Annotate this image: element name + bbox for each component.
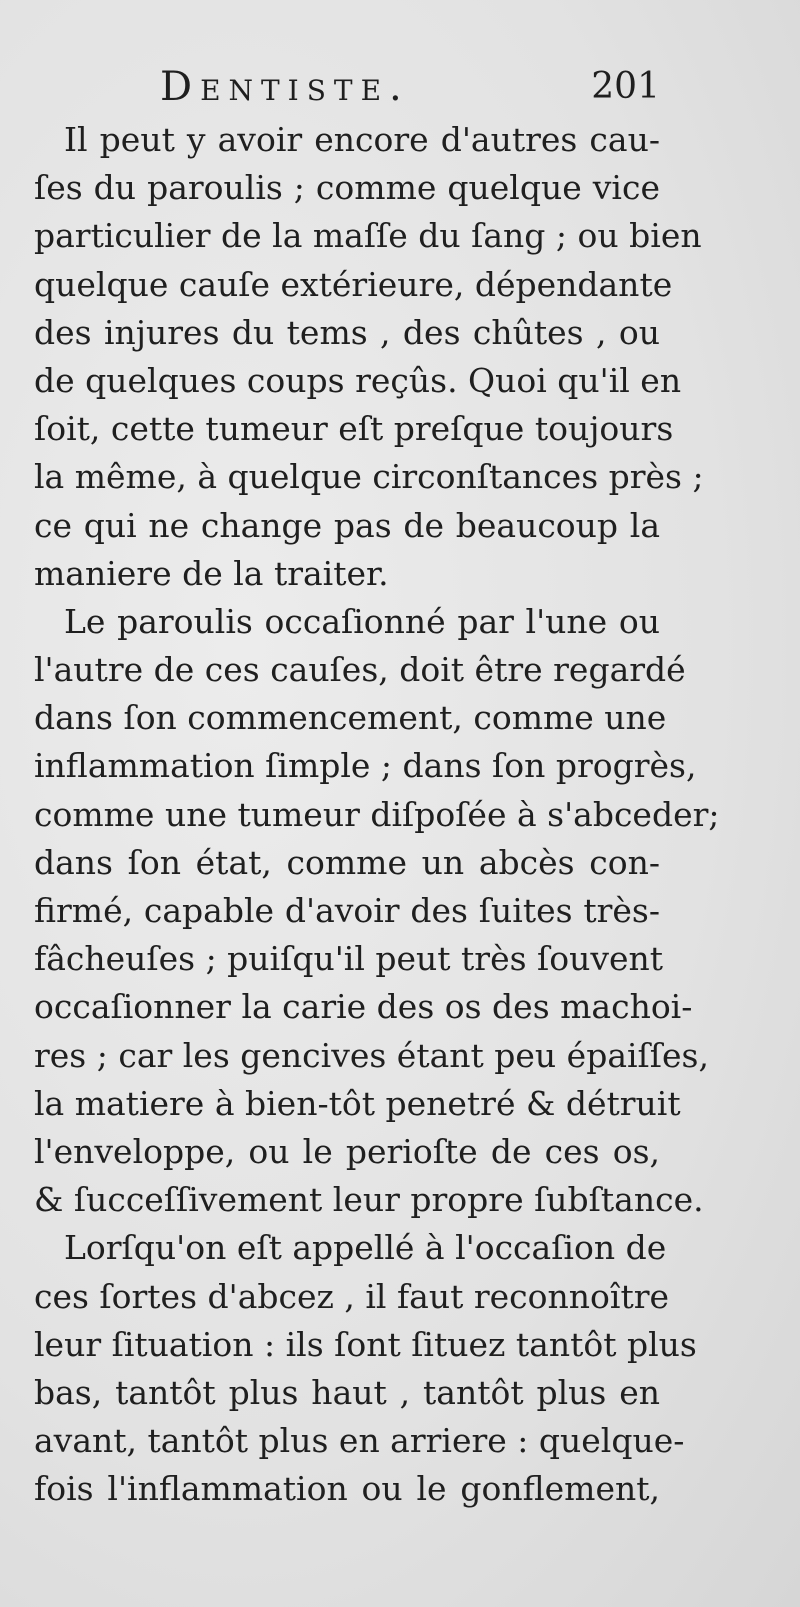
text-line: dans ſon état, comme un abcès con- [34, 842, 660, 882]
text-line: res ; car les gencives étant peu épaiſſes, [34, 1035, 709, 1075]
text-line: des injures du tems , des chûtes , ou [34, 312, 660, 352]
text-line: l'autre de ces cauſes, doit être regardé [34, 650, 686, 690]
text-line: Il peut y avoir encore d'autres cau- [64, 120, 660, 159]
text-line: ſes du paroulis ; comme quelque vice [34, 168, 660, 208]
text-line: quelque cauſe extérieure, dépendante [34, 264, 673, 304]
text-line: Lorſqu'on eſt appellé à l'occaſion de [64, 1228, 667, 1268]
text-line: & ſucceſſivement leur propre ſubſtance. [34, 1180, 704, 1220]
text-line: de quelques coups reçûs. Quoi qu'il en [34, 360, 682, 400]
text-line: comme une tumeur diſpoſée à s'abceder; [34, 794, 720, 834]
running-title: Dentiste. [160, 64, 410, 110]
text-line: fâcheuſes ; puiſqu'il peut très ſouvent [34, 939, 664, 979]
text-line: avant, tantôt plus en arriere : quelque- [34, 1421, 685, 1461]
page-number: 201 [591, 66, 660, 107]
running-head [160, 62, 660, 112]
body-text [34, 116, 720, 1513]
text-line: l'enveloppe, ou le perioſte de ces os, [34, 1131, 660, 1171]
text-line: occaſionner la carie des os des machoi- [34, 987, 693, 1027]
text-line: fois l'inflammation ou le gonflement, [34, 1469, 660, 1509]
text-line: la matiere à bien-tôt penetré & détruit [34, 1083, 681, 1123]
text-line: bas, tantôt plus haut , tantôt plus en [34, 1372, 660, 1412]
text-line: ce qui ne change pas de beaucoup la [34, 505, 660, 545]
text-line: firmé, capable d'avoir des ſuites très- [34, 891, 660, 930]
text-line: la même, à quelque circonſtances près ; [34, 457, 704, 497]
text-line: ſoit, cette tumeur eſt preſque toujours [34, 409, 674, 449]
text-line: inflammation ſimple ; dans ſon progrès, [34, 746, 697, 786]
text-line: maniere de la traiter. [34, 553, 389, 593]
text-line: particulier de la maſſe du ſang ; ou bien [34, 216, 702, 256]
text-line: Le paroulis occaſionné par l'une ou [64, 601, 660, 641]
text-line: ces ſortes d'abcez , il faut reconnoître [34, 1276, 670, 1316]
text-line: dans ſon commencement, comme une [34, 698, 667, 738]
text-line: leur ſituation : ils ſont ſituez tantôt plus [34, 1324, 697, 1364]
